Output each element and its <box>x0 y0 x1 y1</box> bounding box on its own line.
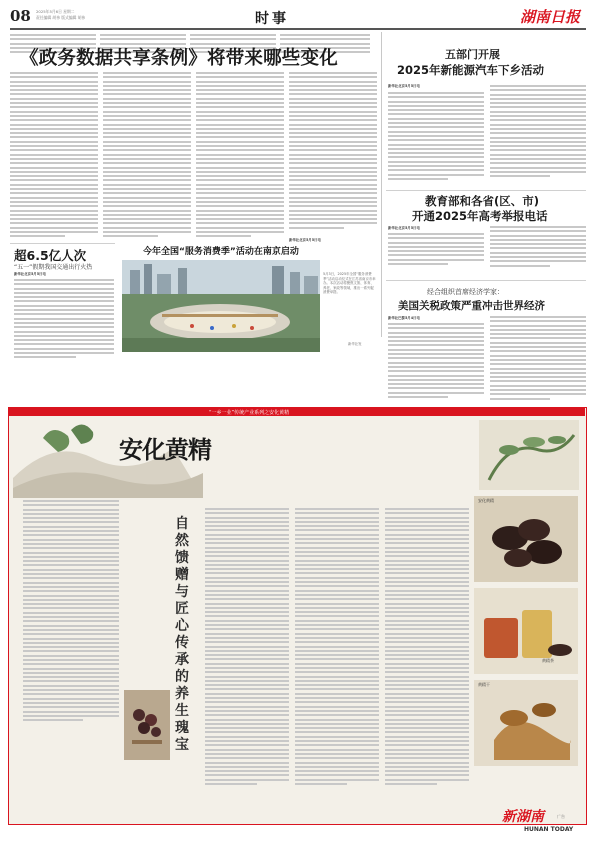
column-divider <box>381 32 382 337</box>
product-caption-2: 黄精茶 <box>542 658 554 663</box>
section-rule <box>10 243 115 244</box>
gaokao-body-col-2 <box>490 226 586 269</box>
feature-title: 安化黄精 <box>119 435 211 464</box>
feature-banner-text: “一乡一业”传统产业系列之安化黄精 <box>209 410 290 416</box>
econ-body-col-2 <box>490 316 586 402</box>
berries-image <box>124 690 170 760</box>
gaokao-headline-line-2: 开通2025年高考举报电话 <box>412 209 548 223</box>
dried-huangjing-image <box>474 496 578 582</box>
feature-intro-col <box>23 500 119 723</box>
feature-photo-plant <box>479 420 579 490</box>
lead-body-col-1 <box>10 72 98 240</box>
editors-line: 责任编辑 胡祎 版式编辑 胡祎 <box>36 15 86 20</box>
huangjing-dried-slices-image <box>474 680 578 766</box>
page-number: 08 <box>10 7 31 25</box>
econ-overline: 经合组织首席经济学家： <box>427 288 504 296</box>
feature-section <box>8 407 587 825</box>
gaokao-byline: 新华社北京5月5日电 <box>388 226 420 230</box>
product-caption-1: 安化黄精 <box>478 498 494 503</box>
city-skyline-photo <box>122 260 320 352</box>
section-title: 时事 <box>255 11 289 27</box>
nev-headline-line-2: 2025年新能源汽车下乡活动 <box>397 63 545 77</box>
footer-logo: 新湖南 <box>502 809 544 825</box>
econ-byline: 新华社巴黎5月4日电 <box>388 316 420 320</box>
huangjing-tea-image <box>474 588 578 674</box>
nev-headline-line-1: 五部门开展 <box>445 48 500 61</box>
photo-story-image <box>122 260 320 352</box>
lead-body-col-2 <box>103 72 191 240</box>
lead-body-col-3 <box>196 72 284 240</box>
feature-body-col-3 <box>385 508 469 787</box>
consumption-byline: 新华社北京5月5日电 <box>14 272 46 276</box>
gaokao-headline-line-1: 教育部和各省(区、市) <box>425 194 540 208</box>
feature-photo-berries <box>124 690 170 760</box>
footer-logo-en: HUNAN TODAY <box>524 826 574 833</box>
plant-image <box>479 420 579 490</box>
lead-body-col-4 <box>289 72 377 231</box>
consumption-headline: 超6.5亿人次 <box>14 248 87 263</box>
gaokao-body-col-1 <box>388 233 484 267</box>
feature-photo-product-3 <box>474 680 578 766</box>
date-line: 2025年5月6日 星期二 <box>36 9 75 14</box>
consumption-body <box>14 279 114 361</box>
consumption-subhead: “五一”假期我国交通出行火热 <box>14 264 93 271</box>
feature-subtitle: 自然馈赠与匠心传承的养生瑰宝 <box>175 516 189 753</box>
feature-body-col-2 <box>295 508 379 787</box>
photo-story-credit: 新华社发 <box>348 342 362 346</box>
photo-story-headline: 今年全国“服务消费季”活动在南京启动 <box>143 247 299 257</box>
section-rule <box>386 280 586 281</box>
masthead <box>0 0 595 30</box>
photo-story-caption: 5月3日，2025年全国“服务消费季”活动启动仪式在江苏省南京市举办。本次活动将聚焦文旅、体育、养老、家政等领域，推出一系列促消费举措。 <box>323 272 376 295</box>
econ-headline: 美国关税政策严重冲击世界经济 <box>398 300 545 312</box>
nev-body-col-1 <box>388 92 484 182</box>
lead-byline: 新华社北京5月5日电 <box>289 238 321 242</box>
newspaper-logo: 湖南日报 <box>520 8 581 26</box>
nev-body-col-2 <box>490 85 586 180</box>
feature-body-col-1 <box>205 508 289 787</box>
ad-note: 广告 <box>557 814 565 819</box>
feature-banner <box>9 408 585 416</box>
econ-body-col-1 <box>388 323 484 400</box>
feature-photo-product-1 <box>474 496 578 582</box>
nev-byline: 新华社北京5月5日电 <box>388 84 420 88</box>
masthead-rule <box>10 28 586 30</box>
lead-headline: 《政务数据共享条例》将带来哪些变化 <box>20 48 338 69</box>
feature-photo-product-2 <box>474 588 578 674</box>
section-rule <box>386 190 586 191</box>
product-caption-3: 黄精干 <box>478 682 490 687</box>
